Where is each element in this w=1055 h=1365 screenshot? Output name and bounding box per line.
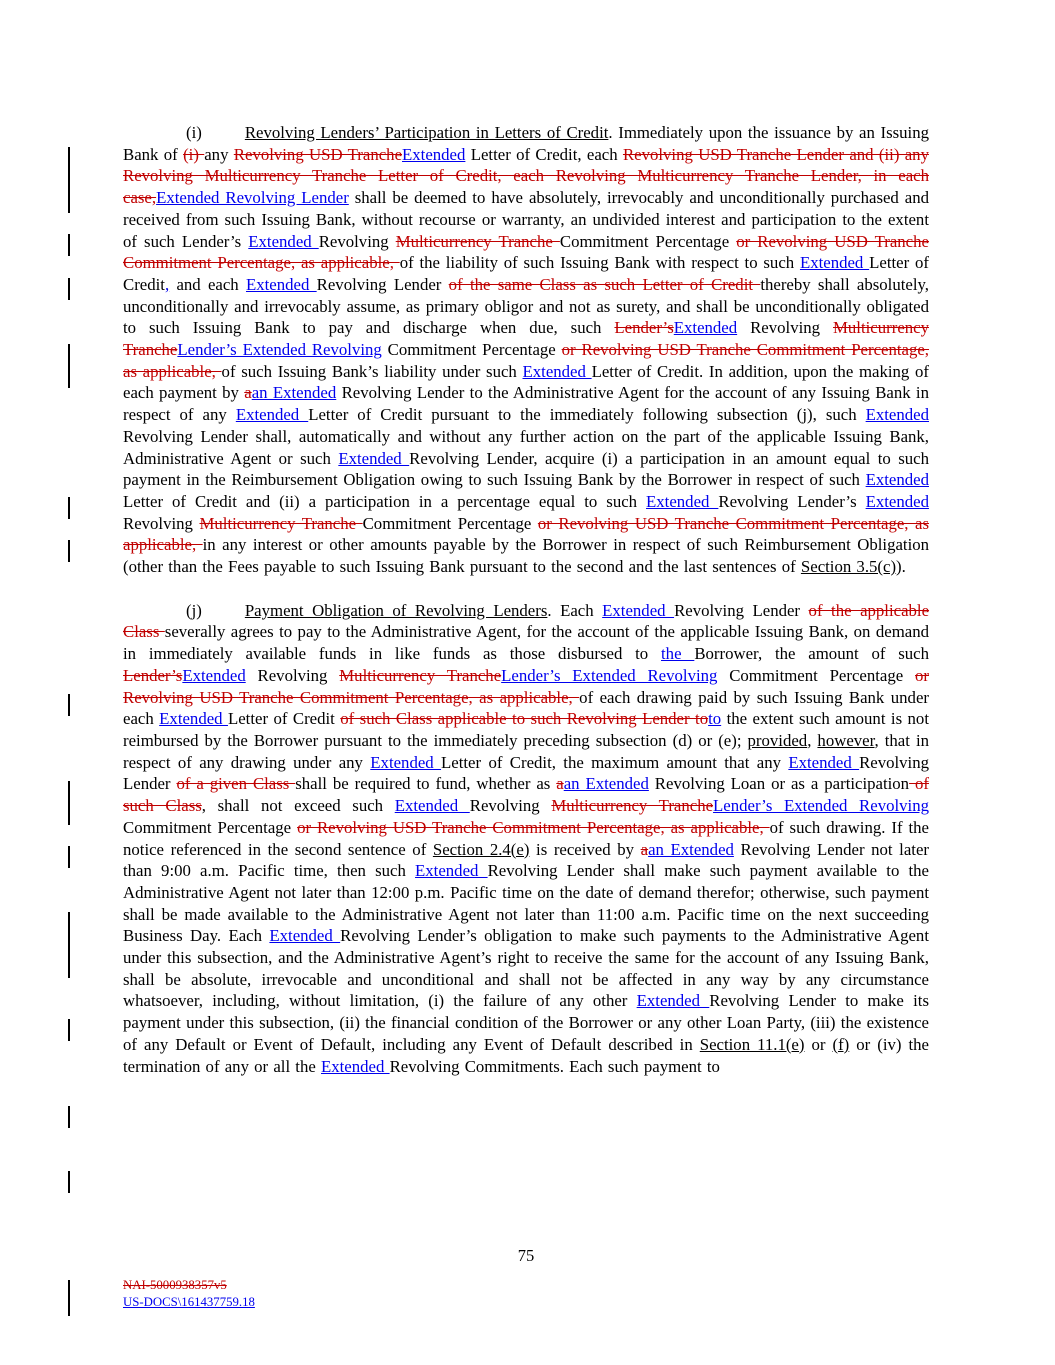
document-body xyxy=(123,122,929,1099)
inserted-text-run: Extended xyxy=(182,665,246,685)
text-run: Letter of Credit pursuant to the immediately following subsection (j), such xyxy=(308,405,866,425)
text-run: Commitment Percentage xyxy=(559,231,737,251)
deleted-text-run: or Revolving USD Tranche Commitment Percentage, as applicable, xyxy=(123,340,930,381)
change-bar xyxy=(68,781,70,825)
deleted-text-run: Lender’s xyxy=(614,318,674,338)
change-bar xyxy=(68,694,70,716)
text-run: Letter of Credit xyxy=(123,253,929,294)
inserted-text-run: Extended xyxy=(865,405,929,425)
underlined-text-run: Section 3.5(c) xyxy=(800,557,897,577)
text-run: of such Issuing Bank’s liability under such xyxy=(221,361,523,381)
deleted-text-run: or Revolving USD Tranche Commitment Percentage, as applicable, xyxy=(297,817,770,837)
inserted-text-run: Extended xyxy=(159,709,228,729)
change-bar xyxy=(68,344,70,388)
text-run: in any interest or other amounts payable by the Borrower in respect of such Reimbursement Obligation (other than the Fees payable to such Issuing Bank pursuant to the second and the last sentences of xyxy=(123,535,930,577)
inserted-text-run: Extended xyxy=(788,752,860,772)
deleted-text-run: or Revolving USD Tranche Commitment Percentage, as applicable, xyxy=(123,665,930,707)
deleted-text-run: Lender’s xyxy=(123,665,183,685)
inserted-text-run: Extended xyxy=(321,1056,390,1076)
change-bar xyxy=(68,846,70,868)
text-run: is received by xyxy=(529,839,641,859)
text-run: Revolving xyxy=(318,231,396,251)
inserted-text-run: Extended xyxy=(394,796,470,816)
deleted-text-run: Multicurrency Tranche xyxy=(199,513,363,533)
text-run: shall be deemed to have absolutely, irrevocably and unconditionally purchased and received from such Issuing Bank, without recourse or warranty, an undivided interest and participation to the extent of such Lender’s xyxy=(123,188,930,251)
paragraph-payment-obligation xyxy=(123,600,929,1077)
underlined-text-run: Section 11.1(e) xyxy=(699,1034,805,1054)
deleted-text-run: Multicurrency Tranche xyxy=(339,665,502,685)
text-run: the extent such amount is not reimbursed by the Borrower pursuant to the immediately preceding subsection (d) or (e); xyxy=(123,709,929,750)
inserted-text-run: , xyxy=(164,274,170,294)
text-run: Revolving Lender xyxy=(123,752,929,794)
text-run: Revolving Lender’s xyxy=(718,491,866,511)
text-run: Revolving Lender shall make such payment available to the Administrative Agent not later than 12:00 p.m. Pacific time on the date of demand therefor; otherwise, such payment shall be made available to the Administrative Agent not later than 11:00 a.m. Pacific time on the next succeeding Business Day. Each xyxy=(123,861,930,946)
text-run: (j) xyxy=(186,600,202,620)
inserted-text-run: Lender’s Extended Revolving xyxy=(177,340,382,360)
text-run: severally agrees to pay to the Administrative Agent, for the account of the applicable Issuing Bank, on demand in immediately available funds in like funds as those disbursed to xyxy=(123,622,929,664)
paragraph-revolving-lenders-participation xyxy=(123,122,929,578)
footer-doc-id-deleted: NAI-5000938357v5 xyxy=(123,1278,227,1292)
deleted-text-run: of such Class applicable to such Revolving Lender to xyxy=(340,709,709,729)
text-run: Revolving Lender’s obligation to make such payments to the Administrative Agent under this subsection, and the Administrative Agent’s right to receive the same for the account of any Issuing Bank, shall be absolute, irrevocable and unconditional and shall not be affected in any way by any circumstance whatsoever, including, without limitation, (i) the failure of any other xyxy=(123,926,929,1011)
text-run: , shall not exceed such xyxy=(201,796,395,816)
underlined-text-run: Section 2.4(e) xyxy=(432,839,530,859)
inserted-text-run: Extended xyxy=(245,274,317,294)
deleted-text-run: a xyxy=(244,383,252,403)
deleted-text-run: Revolving USD Tranche Lender and (ii) any Revolving Multicurrency Tranche Letter of Credit, each Revolving Multicurrency Tranche Lender, in each case, xyxy=(123,144,929,208)
text-run: of the liability of such Issuing Bank with respect to such xyxy=(399,253,800,273)
inserted-text-run: to xyxy=(708,709,722,729)
inserted-text-run: an Extended xyxy=(648,839,734,859)
text-run: or xyxy=(804,1034,833,1054)
inserted-text-run: Extended xyxy=(235,405,309,425)
text-run: Revolving xyxy=(123,513,200,533)
text-run: of such drawing. If the notice referenced in the second sentence of xyxy=(123,817,929,859)
text-run: Letter of Credit, each xyxy=(465,144,623,164)
change-bar xyxy=(68,234,70,256)
text-run: Revolving Lender, acquire (i) a participation in an amount equal to such payment in the Reimbursement Obligation owing to such Issuing Bank by the Borrower in respect of such xyxy=(123,448,930,490)
deleted-text-run: a xyxy=(556,774,564,794)
text-run: Revolving xyxy=(469,796,552,816)
change-bar xyxy=(68,1019,70,1041)
change-bar xyxy=(68,278,70,300)
text-run: any xyxy=(204,144,234,164)
text-run: and each xyxy=(169,274,246,294)
text-run: . Immediately upon the issuance by an Issuing Bank of xyxy=(123,123,929,164)
text-run: Letter of Credit and (ii) a participation in a percentage equal to such xyxy=(123,491,647,511)
footer xyxy=(123,1277,255,1311)
underlined-text-run: provided xyxy=(747,730,808,750)
text-run: (i) xyxy=(186,123,202,142)
text-run: . Each xyxy=(547,600,603,620)
change-bar xyxy=(68,912,70,978)
text-run: Letter of Credit, the maximum amount that any xyxy=(441,752,789,772)
deleted-text-run: Multicurrency Tranche xyxy=(123,318,929,360)
inserted-text-run: Extended Revolving Lender xyxy=(156,188,349,208)
deleted-text-run: a xyxy=(640,839,649,859)
inserted-text-run: Extended xyxy=(338,448,410,468)
text-run: Letter of Credit xyxy=(227,709,341,729)
inserted-text-run: the xyxy=(661,644,695,664)
page-number: 75 xyxy=(517,1246,535,1265)
inserted-text-run: Extended xyxy=(799,253,870,273)
underlined-text-run: (f) xyxy=(832,1034,850,1054)
inserted-text-run: Extended xyxy=(415,861,488,881)
deleted-text-run: of a given Class xyxy=(176,774,296,794)
deleted-text-run: or Revolving USD Tranche Commitment Percentage, as applicable, xyxy=(123,231,929,273)
text-run: Revolving Lender not later than 9:00 a.m. Pacific time, then such xyxy=(123,839,929,881)
footer-doc-id-inserted: US-DOCS\161437759.18 xyxy=(123,1295,255,1309)
deleted-text-run: of the applicable Class xyxy=(123,600,930,642)
text-run: or (iv) the termination of any or all the xyxy=(123,1034,929,1076)
inserted-text-run: Extended xyxy=(673,318,738,338)
inserted-text-run: Extended xyxy=(248,231,319,251)
deleted-text-run: Multicurrency Tranche xyxy=(551,796,714,816)
text-run: Revolving xyxy=(245,665,340,685)
deleted-text-run: Revolving USD Tranche xyxy=(233,144,403,164)
underlined-text-run: Payment Obligation of Revolving Lenders xyxy=(244,600,548,620)
text-run: Revolving Commitments. Each such payment to xyxy=(389,1056,720,1076)
inserted-text-run: Extended xyxy=(636,991,710,1011)
text-run: Revolving Loan or as a participation xyxy=(648,774,910,794)
text-run: Letter of Credit. In addition, upon the making of each payment by xyxy=(123,361,929,403)
underlined-text-run: however xyxy=(817,730,875,750)
inserted-text-run: an Extended xyxy=(251,383,337,403)
text-run: Revolving xyxy=(737,318,833,338)
text-run: , xyxy=(807,730,818,750)
deleted-text-run: of the same Class as such Letter of Credit xyxy=(448,274,761,294)
text-run: Revolving Lender xyxy=(674,600,809,620)
inserted-text-run: Extended xyxy=(269,926,341,946)
inserted-text-run: Lender’s Extended Revolving xyxy=(713,796,929,816)
text-run: Commitment Percentage xyxy=(717,665,916,685)
text-run: Commitment Percentage xyxy=(362,513,538,533)
change-bar xyxy=(68,1171,70,1193)
text-run: Revolving Lender shall, automatically and without any further action on the part of the applicable Issuing Bank, Administrative Agent or such xyxy=(123,426,929,468)
inserted-text-run: Extended xyxy=(865,491,929,511)
change-bar xyxy=(68,1280,70,1316)
text-run: shall be required to fund, whether as xyxy=(295,774,557,794)
inserted-text-run: Extended xyxy=(865,470,929,490)
text-run: Commitment Percentage xyxy=(123,817,298,837)
text-run: , that in respect of any drawing under any xyxy=(123,730,930,772)
deleted-text-run: (i) xyxy=(183,144,205,164)
change-bar xyxy=(68,497,70,519)
deleted-text-run: or Revolving USD Tranche Commitment Percentage, as applicable, xyxy=(123,513,929,555)
inserted-text-run: Extended xyxy=(370,752,442,772)
inserted-text-run: an Extended xyxy=(563,774,649,794)
text-run: of each drawing paid by such Issuing Bank under each xyxy=(123,687,929,729)
change-bar xyxy=(68,1106,70,1128)
text-run: Revolving Lender to the Administrative Agent for the account of any Issuing Bank in respect of any xyxy=(123,383,929,425)
text-run: Revolving Lender to make its payment under this subsection, (ii) the financial condition of the Borrower or any other Loan Party, (iii) the existence of any Default or Event of Default, including any Event of Default described in xyxy=(123,991,929,1054)
text-run: Revolving Lender xyxy=(316,274,449,294)
text-run: Commitment Percentage xyxy=(381,340,562,360)
deleted-text-run: of such Class xyxy=(123,774,929,816)
deleted-text-run: Multicurrency Tranche xyxy=(395,231,560,251)
change-bar xyxy=(68,540,70,562)
text-run: thereby shall absolutely, unconditionally and irrevocably assume, as primary obligor and not as surety, and shall be unconditionally obligated to such Issuing Bank to pay and discharge when due, such xyxy=(123,274,929,338)
underlined-text-run: Revolving Lenders’ Participation in Letters of Credit xyxy=(244,123,609,142)
inserted-text-run: Extended xyxy=(602,600,675,620)
inserted-text-run: Extended xyxy=(402,144,466,164)
text-run: ). xyxy=(896,557,906,577)
inserted-text-run: Lender’s Extended Revolving xyxy=(501,665,718,685)
inserted-text-run: Extended xyxy=(646,491,719,511)
inserted-text-run: Extended xyxy=(522,361,592,381)
change-bar xyxy=(68,147,70,213)
text-run: Borrower, the amount of such xyxy=(694,644,929,664)
